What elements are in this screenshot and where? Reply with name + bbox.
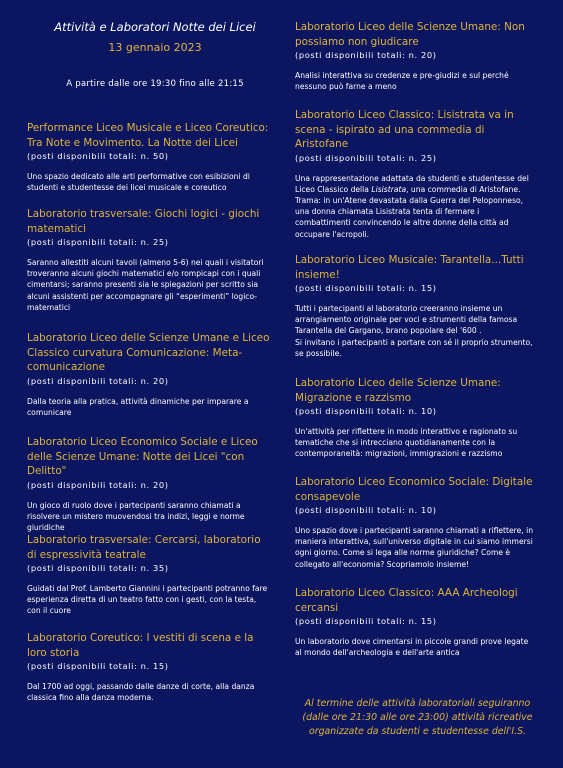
activity-description-note: Si invitano i partecipanti a portare con sé il proprio strumento, se possibile. [295,337,533,358]
activity-item-12 [295,586,535,658]
header-time: A partire dalle ore 19:30 fino alle 21:15 [66,79,244,89]
activity-title: Laboratorio Liceo Classico: Lisistrata va in scena - ispirato ad una commedia di Aristofane [295,109,514,150]
activity-item-5 [27,533,272,617]
activity-description: Uno spazio dove i partecipanti saranno chiamati a riflettere, in maniera interattiva, sull'universo digitale in cui siamo immersi ogni giorno. Come si lega alle norme giuridiche? Come è collegato all'economia? Scopriamolo insieme! [295,526,534,569]
activity-description-plot: Trama: in un'Atene devastata dalla Guerra del Peloponneso, una donna chiamata Lisistrata tenta di fermare i combattimenti convincendo le altre donne della città ad occupare l'acropoli. [295,195,524,239]
activity-description: Saranno allestiti alcuni tavoli (almeno 5-6) nei quali i visitatori troveranno alcuni giochi matematici e/o rompicapi con i quali cimentarsi; saranno presenti sia le spiegazioni per scritto sia alcuni assistenti per accompagnare gli “esperimenti” logico-matematici [27,258,264,312]
header-date: 13 gennaio 2023 [108,41,202,54]
activity-description: Guidati dal Prof. Lamberto Giannini i partecipanti potranno fare esperienza diretta di un teatro fatto con i gesti, con la testa, con il cuore [27,584,268,616]
desc-text: Una rappresentazione adattata da studenti e studentesse del Liceo Classico della [295,173,529,194]
activity-title: Laboratorio Liceo Economico Sociale e Liceo delle Scienze Umane: Notte dei Licei "con Delitto" [27,436,258,477]
activity-places: (posti disponibili totali: n. 10) [295,406,437,416]
activity-places: (posti disponibili totali: n. 20) [27,375,169,386]
footer-note: Al termine delle attività laboratoriali seguiranno (dalle ore 21:30 alle ore 23:00) attività ricreative organizzate da studenti e studentesse dell'I.S. [302,698,533,737]
desc-text: , una commedia di Aristofane. [406,184,521,194]
activity-item-8 [295,108,535,240]
activity-places: (posti disponibili totali: n. 35) [27,563,169,573]
activity-places: (posti disponibili totali: n. 25) [295,152,437,163]
activity-places: (posti disponibili totali: n. 50) [27,151,169,161]
activity-description: Analisi interattiva su credenze e pre-giudizi e sul perché nessuno può farne a meno [295,71,509,92]
activity-places: (posti disponibili totali: n. 15) [295,283,437,293]
activity-item-2 [27,207,272,313]
desc-emphasis: Lisistrata [371,184,407,194]
activity-title: Laboratorio Liceo delle Scienze Umane: Non possiamo non giudicare [295,21,525,48]
activity-title: Laboratorio Liceo Classico: AAA Archeologi cercansi [295,587,518,614]
activity-title: Laboratorio Liceo Musicale: Tarantella...Tutti insieme! [295,254,524,281]
activity-item-1 [27,121,272,193]
activity-description: Un laboratorio dove cimentarsi in piccole grandi prove legate al mondo dell'archeologia e dell'arte antica [295,637,529,658]
activity-description: Dalla teoria alla pratica, attività dinamiche per imparare a comunicare [27,396,249,417]
activity-title: Laboratorio Coreutico: I vestiti di scena e la loro storia [27,632,254,659]
activity-item-10 [295,376,535,460]
activity-title: Laboratorio Liceo delle Scienze Umane: Migrazione e razzismo [295,377,501,404]
activity-title: Laboratorio Liceo delle Scienze Umane e Liceo Classico curvatura Comunicazione: Meta-comunicazione [27,332,270,373]
activity-places: (posti disponibili totali: n. 10) [295,505,437,515]
activity-item-11 [295,475,535,570]
activity-description: Uno spazio dedicato alle arti performative con esibizioni di studenti e studentesse dei licei musicale e coreutico [27,172,250,193]
activity-item-9 [295,253,535,359]
activity-title: Laboratorio trasversale: Cercarsi, laboratorio di espressività teatrale [27,534,261,561]
activity-description [295,173,535,195]
activity-item-4 [27,435,272,533]
activity-description: Un gioco di ruolo dove i partecipanti saranno chiamati a risolvere un mistero muovendosi tra indizi, leggi e norme giuridiche [27,500,245,532]
activity-description: Un'attività per riflettere in modo interattivo e ragionato su tematiche che si intrecciano quotidianamente con la contemporaneità: migrazioni, immigrazioni e razzismo [295,427,518,459]
activity-title: Laboratorio Liceo Economico Sociale: Digitale consapevole [295,476,533,503]
activity-places: (posti disponibili totali: n. 15) [295,616,437,626]
activity-description: Dal 1700 ad oggi, passando dalle danze di corte, alla danza classica fino alla danza moderna. [27,682,255,703]
activity-title: Performance Liceo Musicale e Liceo Coreutico: Tra Note e Movimento. La Notte dei Licei [27,122,269,149]
activity-item-6 [27,631,272,703]
activity-item-3 [27,331,272,418]
activity-places: (posti disponibili totali: n. 20) [295,50,437,60]
activity-title: Laboratorio trasversale: Giochi logici - giochi matematici [27,208,260,235]
header-title: Attività e Laboratori Notte dei Licei [54,20,256,34]
activity-item-7 [295,20,535,92]
activity-places: (posti disponibili totali: n. 25) [27,237,169,247]
activity-places: (posti disponibili totali: n. 20) [27,479,169,490]
activity-places: (posti disponibili totali: n. 15) [27,661,169,671]
activity-description: Tutti i partecipanti al laboratorio creeranno insieme un arrangiamento originale per voci e strumenti della famosa Tarantella del Gargano, brano popolare del '600 . [295,304,518,336]
